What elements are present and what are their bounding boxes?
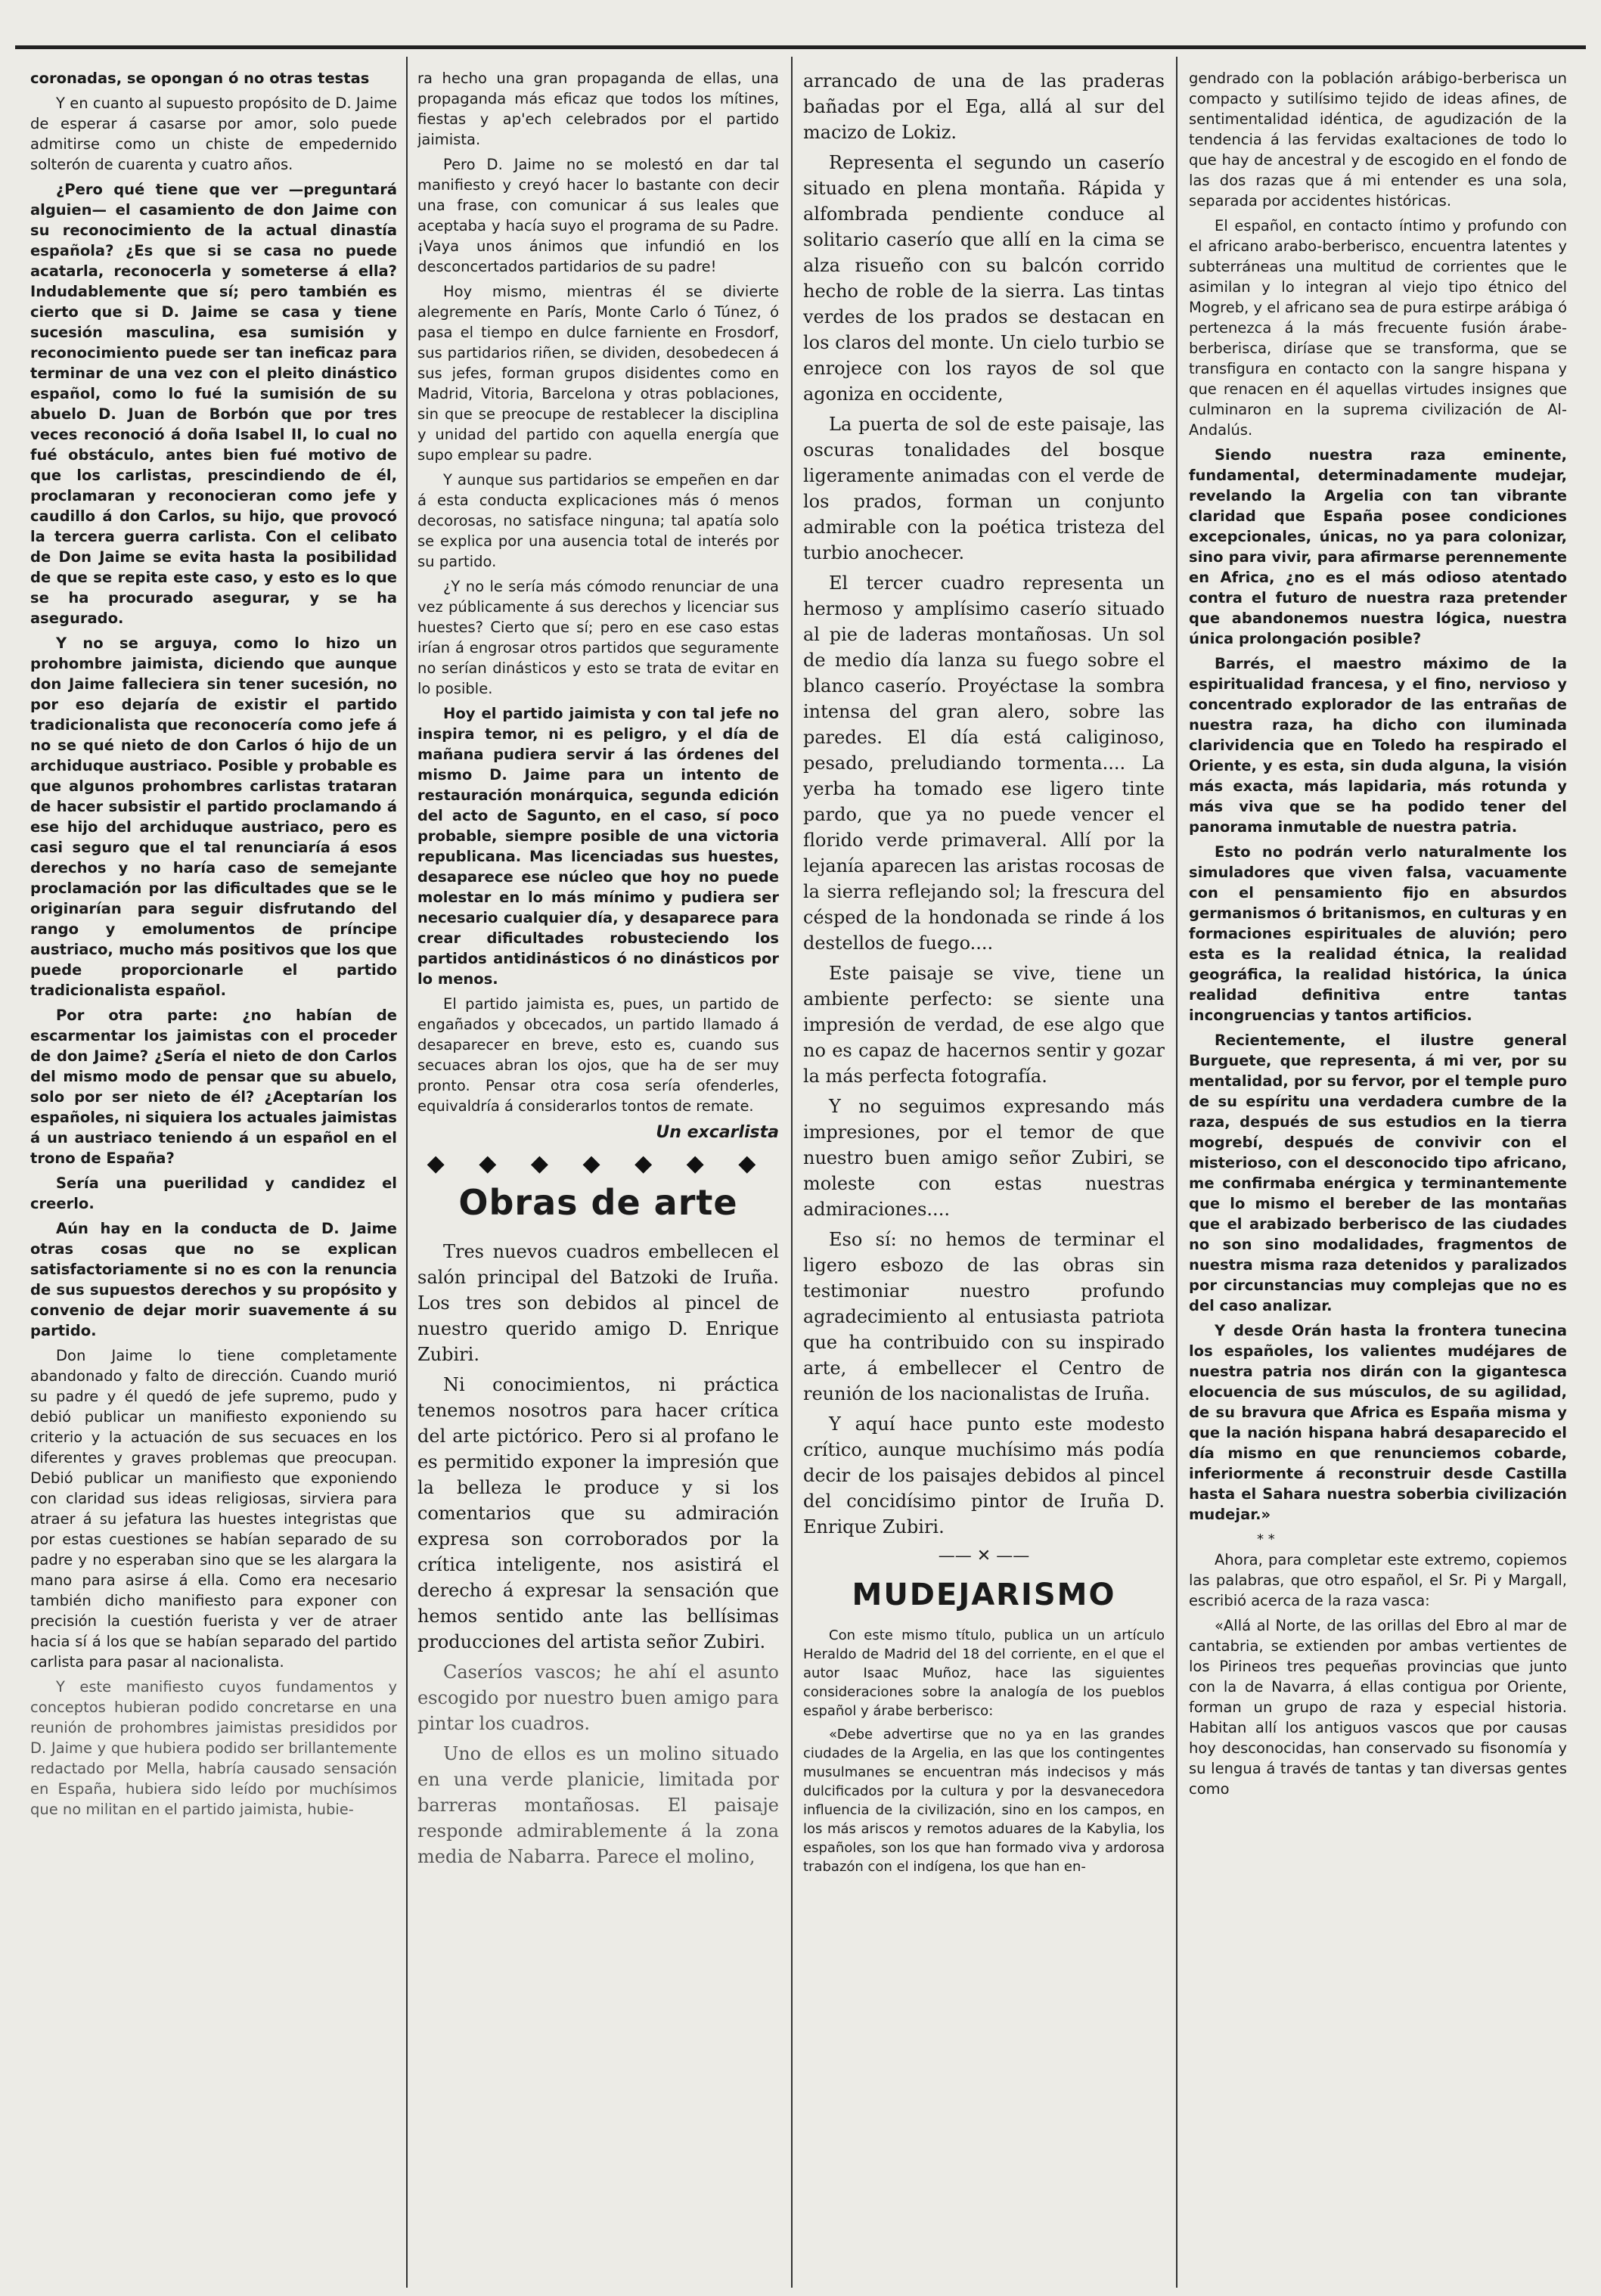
column-divider	[1176, 57, 1177, 2288]
paragraph: Tres nuevos cuadros embellecen el salón principal del Batzoki de Iruña. Los tres son debidos al pincel de nuestro querido amigo D. Enrique Zubiri.	[417, 1241, 779, 1365]
paragraph: Y este manifiesto cuyos fundamentos y conceptos hubieran podido concretarse en una reunión de prohombres jaimistas presididos por D. Jaime y que hubiera podido ser brillantemente redactado por Mella, habría causado sensación en España, hubiera sido leído por muchísimos que no militan en el partido jaimista, hubie-	[30, 1678, 397, 1818]
paragraph: Esto no podrán verlo naturalmente los simuladores que viven falsa, vacuamente con el pensamiento fijo en absurdos germanismos ó britanismos, en culturas y en formaciones espirituales de aluvión; pero esta es la realidad étnica, la realidad geográfica, la realidad histórica, la única realidad definitiva entre tantas incongruencias y tantos artificios.	[1189, 843, 1567, 1024]
column-1	[30, 68, 397, 2284]
paragraph: Y no se arguya, como lo hizo un prohombre jaimista, diciendo que aunque don Jaime falleciera sin tener sucesión, no por eso dejaría de existir el partido tradicionalista que reconocería como jefe á no se qué nieto de don Carlos ó hijo de un archiduque austriaco. Posible y probable es que algunos prohombres carlistas trataran de hacer subsistir el partido proclamando á ese hijo del archiduque austriaco, pero es casi seguro que el tal renunciaría á esos derechos y no haría caso de semejante proclamación por las dificultades que se le originarían para seguir disfrutando del rango y emolumentos de príncipe austriaco, mucho más positivos que los que puede proporcionarle el partido tradicionalista español.	[30, 635, 397, 999]
paragraph: El tercer cuadro representa un hermoso y amplísimo caserío situado al pie de laderas montañosas. Un sol de medio día lanza su fuego sobre el blanco caserío. Proyéctase la sombra intensa del gran alero, sobre las paredes. El día está caliginoso, pesado, preludiando tormenta.... La yerba ha tomado ese ligero tinte pardo, que ya no puede vencer el florido verde primaveral. Allí por la lejanía aparecen las aristas rocosas de la sierra reflejando sol; la frescura del césped de la hondonada se rinde á los destellos de fuego....	[803, 572, 1165, 954]
paragraph: coronadas, se opongan ó no otras testas	[30, 70, 370, 87]
paragraph: Y desde Orán hasta la frontera tunecina los españoles, los valientes mudéjares de nuestra patria nos dirán con la gigantesca elocuencia de sus músculos, de su agilidad, de su bravura que Africa es España misma y que la nación hispana habrá desaparecido el día mismo en que renunciemos cobarde, inferiormente á reconstruir desde Castilla hasta el Sahara nuestra soberbia civilización mudejar.»	[1189, 1322, 1567, 1523]
paragraph: Uno de ellos es un molino situado en una verde planicie, limitada por barreras montañosas. El paisaje responde admirablemente á la zona media de Nabarra. Parece el molino,	[417, 1743, 779, 1867]
paragraph: Barrés, el maestro máximo de la espiritualidad francesa, y el fino, nervioso y concentrado explorador de las entrañas de nuestra raza, ha dicho con iluminada clarividencia que en Toledo ha respirado el Oriente, y es esta, sin duda alguna, la visión más exacta, más lapidaria, más rotunda y más viva que se ha podido tener del panorama inmutable de nuestra patria.	[1189, 655, 1567, 836]
paragraph: ra hecho una gran propaganda de ellas, una propaganda más eficaz que todos los mítines, fiestas y ap'ech celebrados por el partido jaimista.	[417, 70, 779, 148]
paragraph: Caseríos vascos; he ahí el asunto escogido por nuestro buen amigo para pintar los cuadros.	[417, 1661, 779, 1734]
paragraph: La puerta de sol de este paisaje, las oscuras tonalidades del bosque ligeramente animadas con el verde de los prados, forman un conjunto admirable con la poética tristeza del turbio anochecer.	[803, 414, 1165, 563]
paragraph: Hoy el partido jaimista y con tal jefe no inspira temor, ni es peligro, y el día de mañana pudiera servir á las órdenes del mismo D. Jaime para un intento de restauración monárquica, segunda edición del acto de Sagunto, en el caso, sí poco probable, siempre posible de una victoria republicana. Mas licenciadas sus huestes, desaparece ese núcleo que hoy no puede molestar en lo más mínimo y pudiera ser necesario cualquier día, y desaparece para crear dificultades robusteciendo los partidos antidinásticos ó no dinásticos por lo menos.	[417, 705, 779, 988]
column-2	[417, 68, 779, 2284]
paragraph: Y aunque sus partidarios se empeñen en dar á esta conducta explicaciones más ó menos decorosas, no satisface ninguna; tal apatía solo se explica por una ausencia total de interés por su partido.	[417, 471, 779, 570]
top-rule	[15, 45, 1586, 49]
paragraph: Ahora, para completar este extremo, copiemos las palabras, que otro español, el Sr. Pi y Margall, escribió acerca de la raza vasca:	[1189, 1551, 1567, 1609]
paragraph: arrancado de una de las praderas bañadas por el Ega, allá al sur del macizo de Lokiz.	[803, 70, 1165, 143]
paragraph: Y aquí hace punto este modesto crítico, aunque muchísimo más podía decir de los paisajes debidos al pincel del concidísimo pintor de Iruña D. Enrique Zubiri.	[803, 1413, 1165, 1537]
column-4	[1189, 68, 1567, 2284]
paragraph: El español, en contacto íntimo y profundo con el africano arabo-berberisco, encuentra latentes y subterráneas una multitud de corrientes que le asimilan y lo integran al viejo tipo étnico del Mogreb, y el africano sea de pura estirpe arábiga ó pertenezca á la más frecuente fusión árabe-berberisca, diríase que se transforma, que se transfigura en contacto con la sangre hispana y que renacen en él aquellas virtudes insignes que culminaron en la suprema civilización de Al-Andalús.	[1189, 217, 1567, 439]
article-headline: MUDEJARISMO	[852, 1577, 1116, 1612]
paragraph: ¿Y no le sería más cómodo renunciar de una vez públicamente á sus derechos y licenciar sus huestes? Cierto que sí; pero en ese caso estas irían á engrosar otros partidos que seguramente no serían dinásticos y esto se trata de evitar en lo posible.	[417, 578, 779, 697]
paragraph: Con este mismo título, publica un un artículo Heraldo de Madrid del 18 del corriente, en el que el autor Isaac Muñoz, hace las siguientes consideraciones sobre la analogía de los pueblos español y árabe berberisco:	[803, 1627, 1165, 1719]
paragraph: Recientemente, el ilustre general Burguete, que representa, á mi ver, por su mentalidad, por su fervor, por el temple puro de su espíritu una verdadera cumbre de la raza, después de sus estudios en la tierra mogrebí, después de convivir con el misterioso, con el desconocido tipo africano, me confirmaba enérgica y terminantemente que lo mismo el bereber de las montañas que el arabizado berberisco de las ciudades no son sino modalidades, fragmentos de nuestra misma raza detenidos y paralizados por circunstancias muy complejas que no es del caso analizar.	[1189, 1032, 1567, 1314]
paragraph: «Allá al Norte, de las orillas del Ebro al mar de cantabria, se extienden por ambas vertientes de los Pirineos tres pequeñas provincias que junto con la de Navarra, á ellas contigua por Oriente, forman un grupo de raza y especial historia. Habitan allí los antiguos vascos que por causas hoy desconocidas, han conservado su fisonomía y su lengua á través de tantas y tan diversas gentes como	[1189, 1617, 1567, 1798]
column-divider	[791, 57, 793, 2288]
paragraph: Este paisaje se vive, tiene un ambiente perfecto: se siente una impresión de verdad, de ese algo que no es capaz de hacernos sentir y gozar la más perfecta fotografía.	[803, 963, 1165, 1087]
paragraph: Siendo nuestra raza eminente, fundamental, determinadamente mudejar, revelando la Argelia con tan vibrante claridad que España posee condiciones excepcionales, únicas, no ya para colonizar, sino para vivir, para afirmarse perennemente en Africa, ¿no es el más odioso atentado contra el futuro de nuestra raza pretender que abandonemos nuestra lógica, nuestra única prolongación posible?	[1189, 446, 1567, 647]
article-headline: Obras de arte	[458, 1182, 738, 1223]
paragraph: El partido jaimista es, pues, un partido de engañados y obcecados, un partido llamado á desaparecer en breve, esto es, cuando sus secuaces abran los ojos, que ha de ser muy pronto. Pensar otra cosa sería ofenderles, equivaldría á considerarlos tontos de remate.	[417, 995, 779, 1115]
article-signature: Un excarlista	[656, 1123, 779, 1142]
paragraph: Hoy mismo, mientras él se divierte alegremente en París, Monte Carlo ó Túnez, ó pasa el tiempo en dulce farniente en Frosdorf, sus partidarios riñen, se dividen, desobedecen á sus jefes, forman grupos disidentes como en Madrid, Vitoria, Barcelona y otras poblaciones, sin que se preocupe de restablecer la disciplina y unidad del partido con aquella energía que supo emplear su padre.	[417, 283, 779, 464]
paragraph: Don Jaime lo tiene completamente abandonado y falto de dirección. Cuando murió su padre y él quedó de jefe supremo, pudo y debió publicar un manifiesto exponiendo su criterio y la actuación de sus secuaces en los diferentes y graves problemas que preocupan. Debió publicar un manifiesto que exponiendo con claridad sus ideas religiosas, sirviera para atraer á su jefatura las huestes integristas que por estas cuestiones se habían separado de su padre y no esperaban sino que se les alargara la mano para asirse á ella. Como era necesario también dicho manifiesto para exponer con precisión la cuestión fuerista y ver de atraer hacia sí á los que se habían separado del partido carlista para pasar al nacionalista.	[30, 1347, 397, 1671]
paragraph: Aún hay en la conducta de D. Jaime otras cosas que no se explican satisfactoriamente si no es con la renuncia de sus supuestos derechos y su propósito y convenio de dejar morir suavemente á su partido.	[30, 1220, 397, 1339]
paragraph: Eso sí: no hemos de terminar el ligero esbozo de las obras sin testimoniar nuestro profundo agradecimiento al entusiasta patriota que ha contribuido con su inspirado arte, á embellecer el Centro de reunión de los nacionalistas de Iruña.	[803, 1229, 1165, 1404]
paragraph: gendrado con la población arábigo-berberisca un compacto y sutilísimo tejido de ideas afines, de sentimentalidad idéntica, de agudización de la tendencia á las fervidas exaltaciones de todo lo que hay de ancestral y de escogido en el fondo de las dos razas que á mi entender es una sola, separada por accidentes históricas.	[1189, 70, 1567, 209]
paragraph: «Debe advertirse que no ya en las grandes ciudades de la Argelia, en las que los contingentes musulmanes se encuentran más indecisos y más dulcificados por la cultura y por la desvanecedora influencia de la civilización, sino en los campos, en los más ariscos y remotos aduares de la Kabylia, los españoles, son los que han formado viva y ardorosa trabazón con el indígena, los que han en-	[803, 1726, 1165, 1875]
paragraph: Pero D. Jaime no se molestó en dar tal manifiesto y creyó hacer lo bastante con decir una frase, con comunicar á sus leales que aceptaba y hacía suyo el programa de su Padre. ¡Vaya unos ánimos que infundió en los desconcertados partidarios de su padre!	[417, 156, 779, 275]
column-divider	[406, 57, 408, 2288]
paragraph: Y en cuanto al supuesto propósito de D. Jaime de esperar á casarse por amor, solo puede admitirse como un chiste de empedernido solterón de cuarenta y cuatro años.	[30, 95, 397, 173]
paragraph: Representa el segundo un caserío situado en plena montaña. Rápida y alfombrada pendiente conduce al solitario caserío que allí en la cima se alza risueño con su balcón corrido hecho de roble de la sierra. Las tintas verdes de los prados se destacan en los claros del monte. Un cielo turbio se enrojece con los rayos de sol que agoniza en occidente,	[803, 152, 1165, 405]
column-3	[803, 68, 1165, 2284]
paragraph: Y no seguimos expresando más impresiones, por el temor de que nuestro buen amigo señor Zubiri, se moleste con estas nuestras admiraciones....	[803, 1096, 1165, 1220]
paragraph: Por otra parte: ¿no habían de escarmentar los jaimistas con el proceder de don Jaime? ¿Sería el nieto de don Carlos del mismo modo de pensar que su abuelo, solo por ser nieto de él? ¿Aceptarían los españoles, ni siquiera los actuales jaimistas á un austriaco teniendo á un español en el trono de España?	[30, 1007, 397, 1167]
paragraph: ¿Pero qué tiene que ver —preguntará alguien— el casamiento de don Jaime con su reconocimiento de la actual dinastía española? ¿Es que si se casa no puede acatarla, reconocerla y someterse á ella? Indudablemente que sí; pero también es cierto que si D. Jaime se casa y tiene sucesión masculina, esa sumisión y reconocimiento puede ser tan ineficaz para terminar de una vez con el pleito dinástico español, como lo fué la sumisión de su abuelo D. Juan de Borbón que por tres veces reconoció á doña Isabel II, lo cual no fué obstáculo, antes bien fué motivo de que los carlistas, prescindiendo de él, proclamaran y reconocieran como jefe y caudillo á don Carlos, su hijo, que provocó la tercera guerra carlista. Con el celibato de Don Jaime se evita hasta la posibilidad de que se repita este caso, y esto es lo que se ha procurado asegurar, y se ha asegurado.	[30, 181, 397, 627]
paragraph: Ni conocimientos, ni práctica tenemos nosotros para hacer crítica del arte pictórico. Pero si al profano le es permitido exponer la impresión que la belleza le produce y si los comentarios que su admiración expresa son corroborados por la crítica inteligente, nos asistirá el derecho á expresar la sensación que hemos sentido ante las bellísimas producciones del artista señor Zubiri.	[417, 1374, 779, 1652]
section-stars: * *	[1257, 1531, 1275, 1547]
diamond-ornament: ◆ ◆ ◆ ◆ ◆ ◆ ◆	[427, 1150, 770, 1177]
paragraph: Sería una puerilidad y candidez el creerlo.	[30, 1174, 397, 1212]
divider-ornament: —— ✕ ——	[938, 1547, 1030, 1565]
